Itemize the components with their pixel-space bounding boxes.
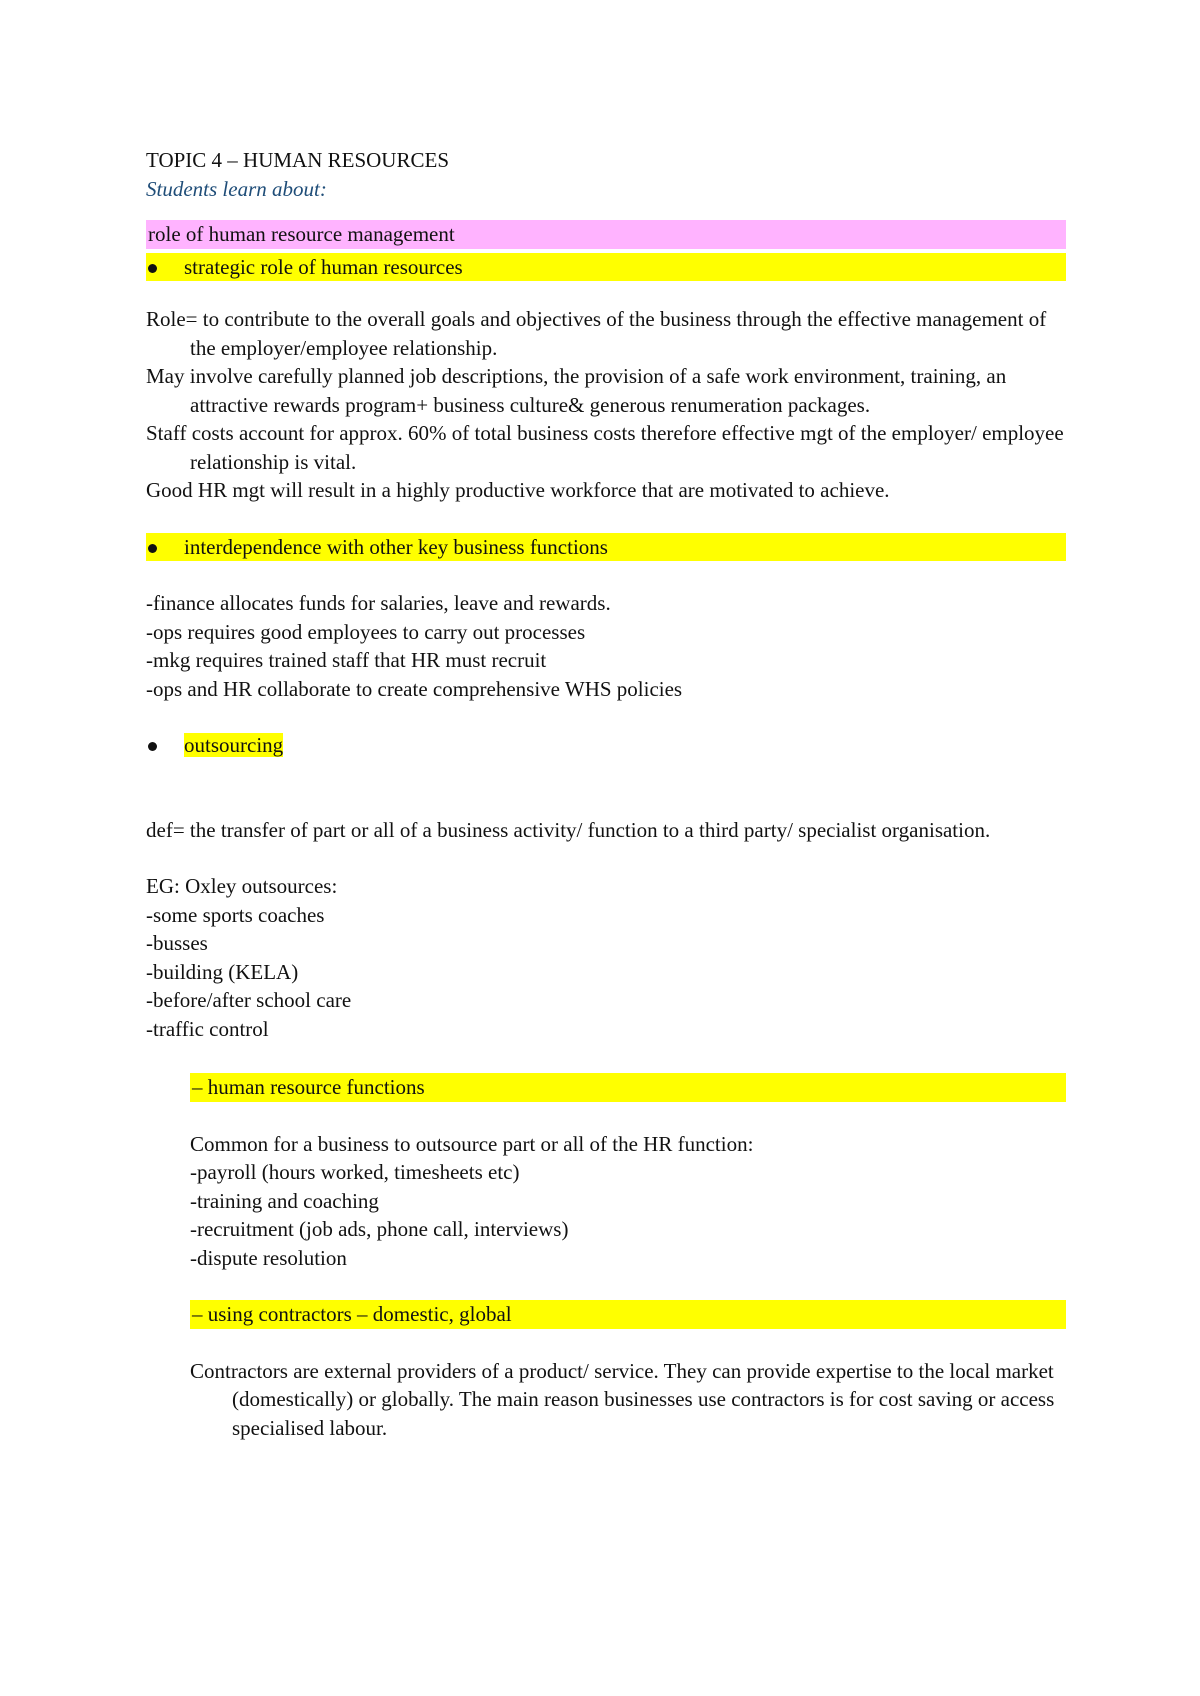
- bullet-outsourcing-label: outsourcing: [184, 733, 284, 757]
- strategic-para: Role= to contribute to the overall goals and objectives of the business through the effective management of the employer/employee relationship.: [146, 307, 1047, 360]
- bullet-icon: [148, 264, 157, 273]
- oxley-line: -traffic control: [146, 1016, 269, 1041]
- interdependence-line: -ops requires good employees to carry out processes: [146, 619, 586, 644]
- outsourcing-definition: def= the transfer of part or all of a business activity/ function to a third party/ specialist organisation.: [146, 817, 991, 842]
- bullet-strategic-label: strategic role of human resources: [184, 254, 463, 279]
- hr-function-line: Common for a business to outsource part or all of the HR function:: [190, 1131, 754, 1156]
- document-body: [146, 146, 1066, 1442]
- bullet-strategic-role: [146, 253, 1066, 282]
- hr-function-line: -dispute resolution: [190, 1245, 347, 1270]
- oxley-line: -building (KELA): [146, 959, 299, 984]
- contractors-paragraph: Contractors are external providers of a product/ service. They can provide expertise to the local market (domestically) or globally. The main reason businesses use contractors is for cost saving or access specialised labour.: [190, 1358, 1055, 1440]
- hr-function-line: -recruitment (job ads, phone call, interviews): [190, 1217, 569, 1241]
- oxley-line: -busses: [146, 931, 208, 955]
- strategic-para: Good HR mgt will result in a highly productive workforce that are motivated to achieve.: [146, 478, 890, 502]
- oxley-line: EG: Oxley outsources:: [146, 874, 338, 898]
- oxley-line: -before/after school care: [146, 988, 352, 1012]
- section-heading-role: role of human resource management: [146, 220, 1066, 249]
- bullet-outsourcing: [146, 731, 1066, 760]
- students-learn-heading: Students learn about:: [146, 176, 327, 201]
- interdependence-line: -ops and HR collaborate to create comprehensive WHS policies: [146, 676, 683, 701]
- subheading-hr-functions: – human resource functions: [190, 1073, 1066, 1102]
- bullet-icon: [148, 742, 157, 751]
- strategic-para: Staff costs account for approx. 60% of total business costs therefore effective mgt of the employer/ employee relationship is vital.: [146, 421, 1064, 474]
- bullet-icon: [148, 544, 157, 553]
- page-title: TOPIC 4 – HUMAN RESOURCES: [146, 148, 449, 172]
- subheading-contractors: – using contractors – domestic, global: [190, 1300, 1066, 1329]
- strategic-para: May involve carefully planned job descriptions, the provision of a safe work environment, training, an attractive rewards program+ business culture& generous renumeration packages.: [146, 364, 1007, 417]
- interdependence-line: -finance allocates funds for salaries, leave and rewards.: [146, 591, 611, 615]
- bullet-interdependence-label: interdependence with other key business functions: [184, 534, 608, 559]
- hr-function-line: -payroll (hours worked, timesheets etc): [190, 1160, 520, 1184]
- interdependence-line: -mkg requires trained staff that HR must recruit: [146, 648, 547, 672]
- bullet-interdependence: [146, 533, 1066, 562]
- hr-function-line: -training and coaching: [190, 1188, 379, 1213]
- hr-functions-section: [190, 1073, 1066, 1442]
- oxley-line: -some sports coaches: [146, 902, 325, 927]
